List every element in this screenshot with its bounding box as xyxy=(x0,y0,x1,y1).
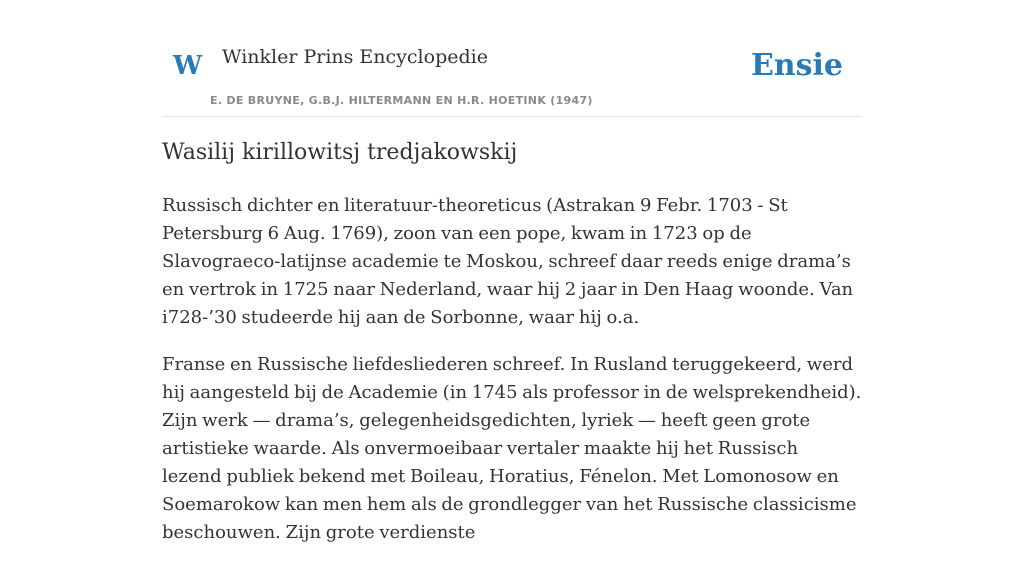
site-authors: E. DE BRUYNE, G.B.J. HILTERMANN EN H.R. HOETINK (1947) xyxy=(210,94,593,107)
article-paragraph-2: Franse en Russische liefdesliederen schreef. In Rusland teruggekeerd, werd hij aangesteld bij de Academie (in 1745 als professor in de welsprekendheid). Zijn werk — drama’s, gelegenheidsgedichten, lyriek — heeft geen grote artistieke waarde. Als onvermoeibaar vertaler maakte hij het Russisch lezend publiek bekend met Boileau, Horatius, Fénelon. Met Lomonosow en Soemarokow kan men hem als de grondlegger van het Russische classicisme beschouwen. Zijn grote verdienste xyxy=(162,354,862,543)
article-body xyxy=(162,192,862,566)
ensie-brand-logo[interactable]: Ensie xyxy=(750,48,843,83)
site-title[interactable]: Winkler Prins Encyclopedie xyxy=(222,46,488,68)
site-header xyxy=(162,0,862,117)
article-title: Wasilij kirillowitsj tredjakowskij xyxy=(162,140,518,165)
page-container xyxy=(162,0,862,543)
article-paragraph-1: Russisch dichter en literatuur-theoreticus (Astrakan 9 Febr. 1703 - St Petersburg 6 Aug. 1769), zoon van een pope, kwam in 1723 op de Slavograeco-latijnse academie te Moskou, schreef daar reeds enige drama’s en vertrok in 1725 naar Nederland, waar hij 2 jaar in Den Haag woonde. Van i728-’30 studeerde hij aan de Sorbonne, waar hij o.a. xyxy=(162,195,854,328)
winkler-prins-logo[interactable]: W xyxy=(173,51,203,81)
